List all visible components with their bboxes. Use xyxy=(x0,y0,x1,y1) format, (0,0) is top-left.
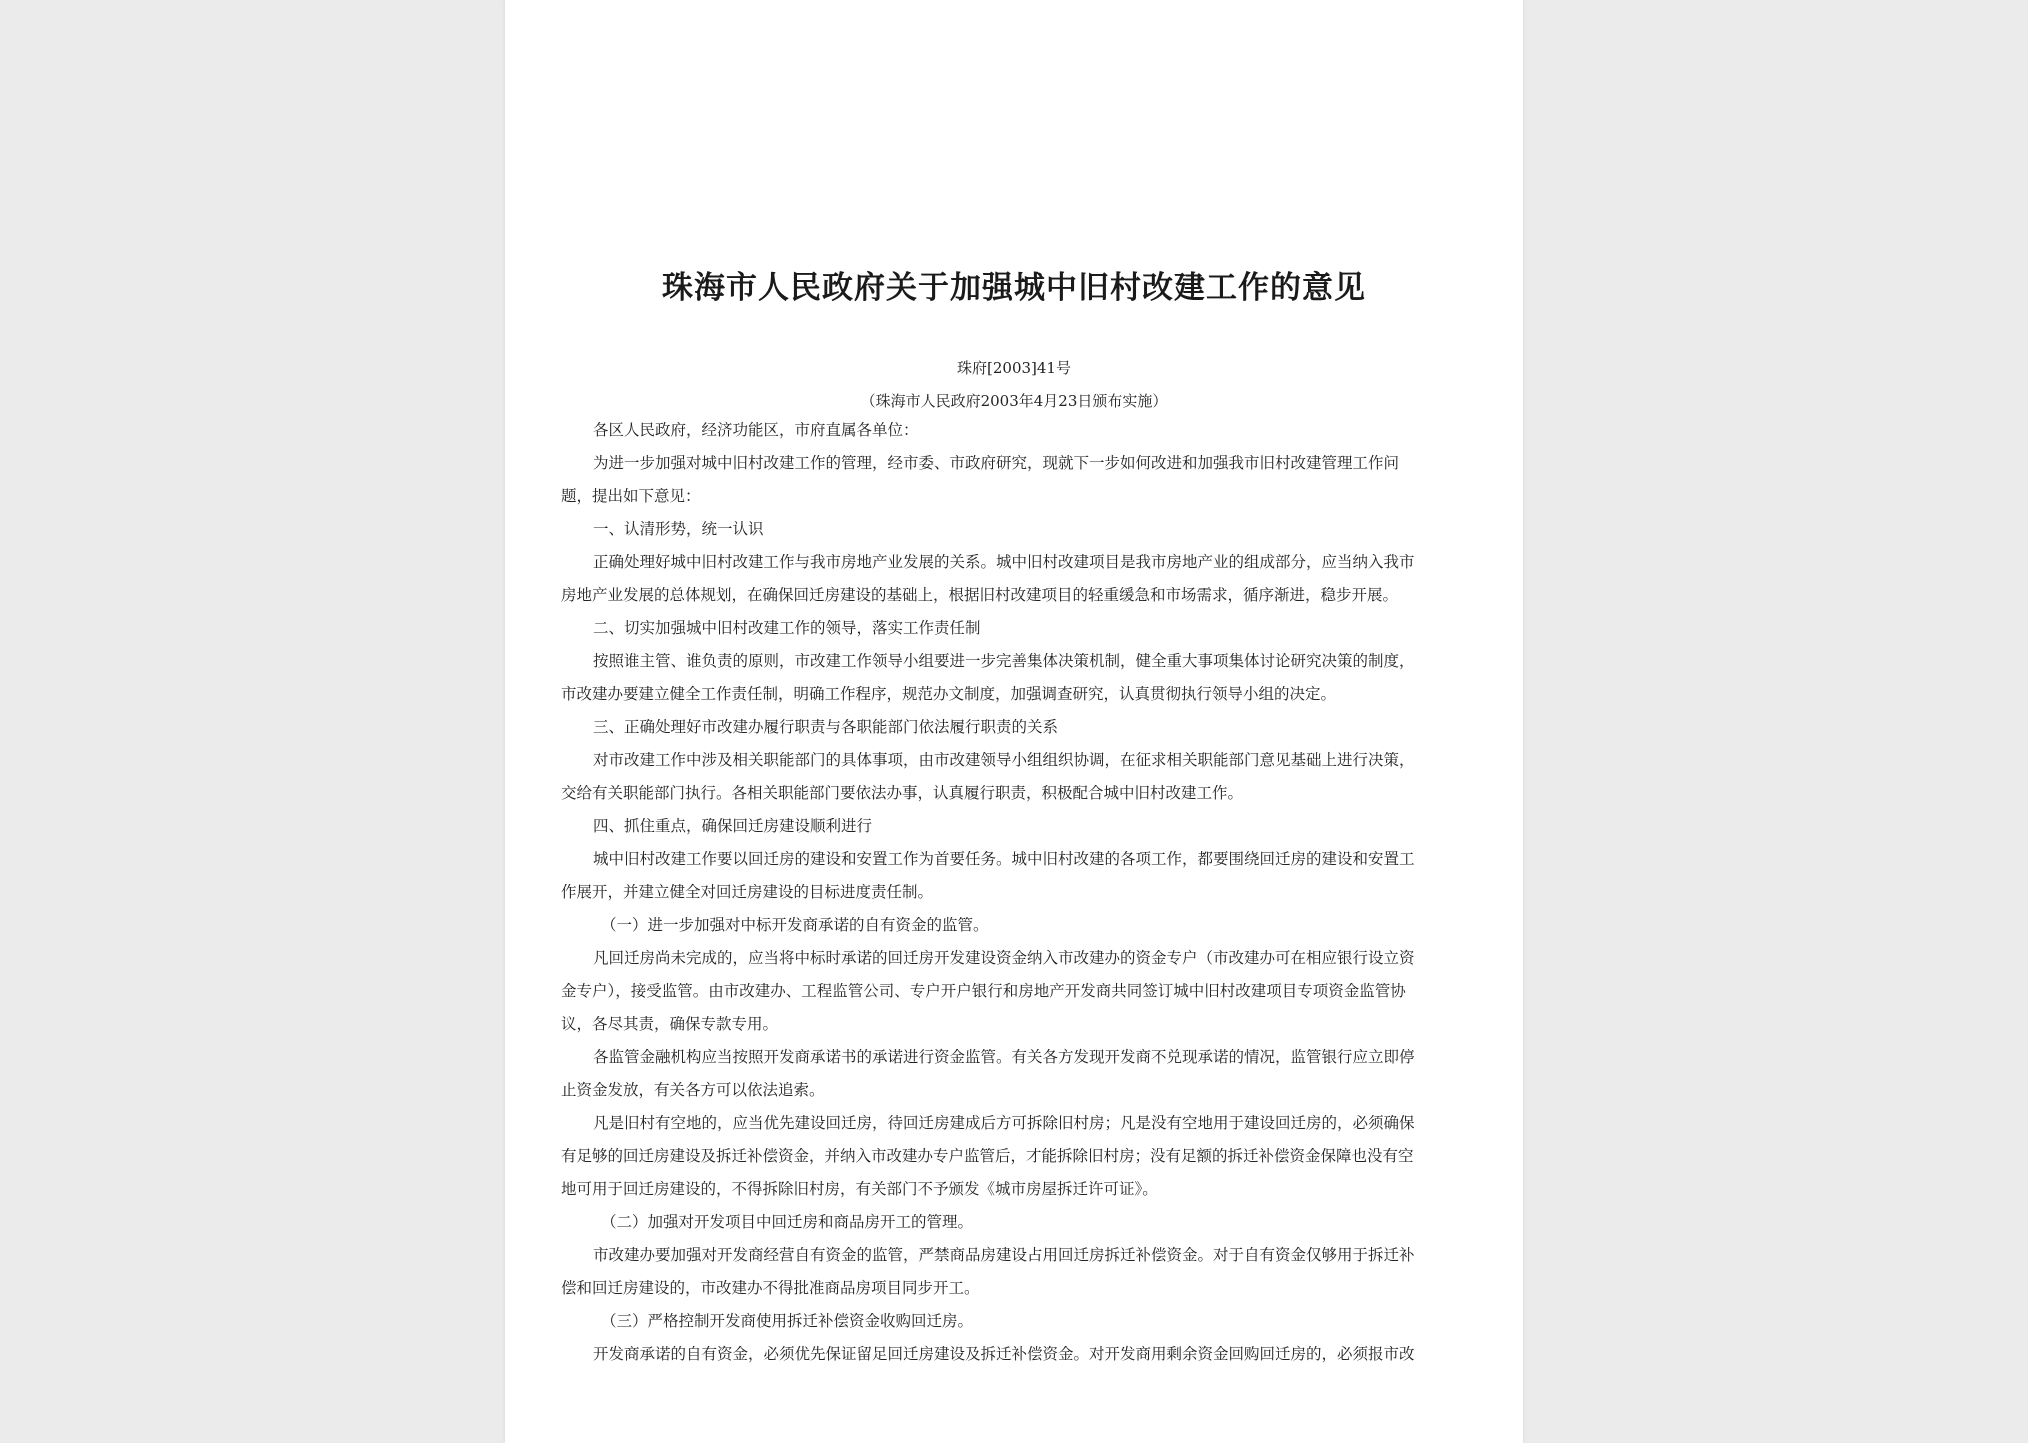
paragraph-line: 房地产业发展的总体规划，在确保回迁房建设的基础上，根据旧村改建项目的轻重缓急和市场需求，循序渐进，稳步开展。 xyxy=(561,586,1399,604)
paragraph-line: 对市改建工作中涉及相关职能部门的具体事项，由市改建领导小组组织协调，在征求相关职能部门意见基础上进行决策， xyxy=(593,751,1415,769)
paragraph-line: 市改建办要建立健全工作责任制，明确工作程序，规范办文制度，加强调查研究，认真贯彻执行领导小组的决定。 xyxy=(561,685,1337,703)
document-title: 珠海市人民政府关于加强城中旧村改建工作的意见 xyxy=(662,270,1366,306)
paragraph-line: 金专户），接受监管。由市改建办、工程监管公司、专户开户银行和房地产开发商共同签订城中旧村改建项目专项资金监管协 xyxy=(561,982,1406,1000)
paragraph-line: 正确处理好城中旧村改建工作与我市房地产业发展的关系。城中旧村改建项目是我市房地产业的组成部分，应当纳入我市 xyxy=(593,553,1415,571)
paragraph-line: 凡是旧村有空地的，应当优先建设回迁房，待回迁房建成后方可拆除旧村房；凡是没有空地用于建设回迁房的，必须确保 xyxy=(593,1114,1415,1132)
paragraph-line: 各区人民政府，经济功能区，市府直属各单位： xyxy=(593,421,919,439)
paragraph-line: 凡回迁房尚未完成的，应当将中标时承诺的回迁房开发建设资金纳入市改建办的资金专户（市改建办可在相应银行设立资 xyxy=(593,949,1415,967)
paragraph-line: 交给有关职能部门执行。各相关职能部门要依法办事，认真履行职责，积极配合城中旧村改建工作。 xyxy=(561,784,1244,802)
subsection-heading: （二）加强对开发项目中回迁房和商品房开工的管理。 xyxy=(601,1213,974,1231)
paragraph-line: 按照谁主管、谁负责的原则，市改建工作领导小组要进一步完善集体决策机制，健全重大事项集体讨论研究决策的制度， xyxy=(593,652,1415,670)
paragraph-line: 偿和回迁房建设的，市改建办不得批准商品房项目同步开工。 xyxy=(561,1279,980,1297)
paragraph-line: 市改建办要加强对开发商经营自有资金的监管，严禁商品房建设占用回迁房拆迁补偿资金。对于自有资金仅够用于拆迁补 xyxy=(593,1246,1415,1264)
paragraph-line: 议，各尽其责，确保专款专用。 xyxy=(561,1015,779,1033)
section-heading: 二、切实加强城中旧村改建工作的领导，落实工作责任制 xyxy=(593,619,981,637)
paragraph-line: 地可用于回迁房建设的，不得拆除旧村房，有关部门不予颁发《城市房屋拆迁许可证》。 xyxy=(561,1180,1158,1198)
paragraph-line: 城中旧村改建工作要以回迁房的建设和安置工作为首要任务。城中旧村改建的各项工作，都要围绕回迁房的建设和安置工 xyxy=(593,850,1415,868)
paragraph-line: 为进一步加强对城中旧村改建工作的管理，经市委、市政府研究，现就下一步如何改进和加强我市旧村改建管理工作问 xyxy=(593,454,1400,472)
paragraph-line: 开发商承诺的自有资金，必须优先保证留足回迁房建设及拆迁补偿资金。对开发商用剩余资金回购回迁房的，必须报市改 xyxy=(593,1345,1415,1363)
paragraph-line: 止资金发放，有关各方可以依法追索。 xyxy=(561,1081,825,1099)
paragraph-line: 题，提出如下意见： xyxy=(561,487,701,505)
section-heading: 三、正确处理好市改建办履行职责与各职能部门依法履行职责的关系 xyxy=(593,718,1059,736)
paragraph-line: 作展开，并建立健全对回迁房建设的目标进度责任制。 xyxy=(561,883,934,901)
section-heading: 四、抓住重点，确保回迁房建设顺利进行 xyxy=(593,817,873,835)
subsection-heading: （三）严格控制开发商使用拆迁补偿资金收购回迁房。 xyxy=(601,1312,974,1330)
subsection-heading: （一）进一步加强对中标开发商承诺的自有资金的监管。 xyxy=(601,916,989,934)
section-heading: 一、认清形势，统一认识 xyxy=(593,520,764,538)
issue-note: （珠海市人民政府2003年4月23日颁布实施） xyxy=(860,392,1168,410)
document-page xyxy=(505,0,1523,1443)
paragraph-line: 各监管金融机构应当按照开发商承诺书的承诺进行资金监管。有关各方发现开发商不兑现承诺的情况，监管银行应立即停 xyxy=(593,1048,1415,1066)
document-number: 珠府[2003]41号 xyxy=(957,359,1071,377)
paragraph-line: 有足够的回迁房建设及拆迁补偿资金，并纳入市改建办专户监管后，才能拆除旧村房；没有足额的拆迁补偿资金保障也没有空 xyxy=(561,1147,1414,1165)
